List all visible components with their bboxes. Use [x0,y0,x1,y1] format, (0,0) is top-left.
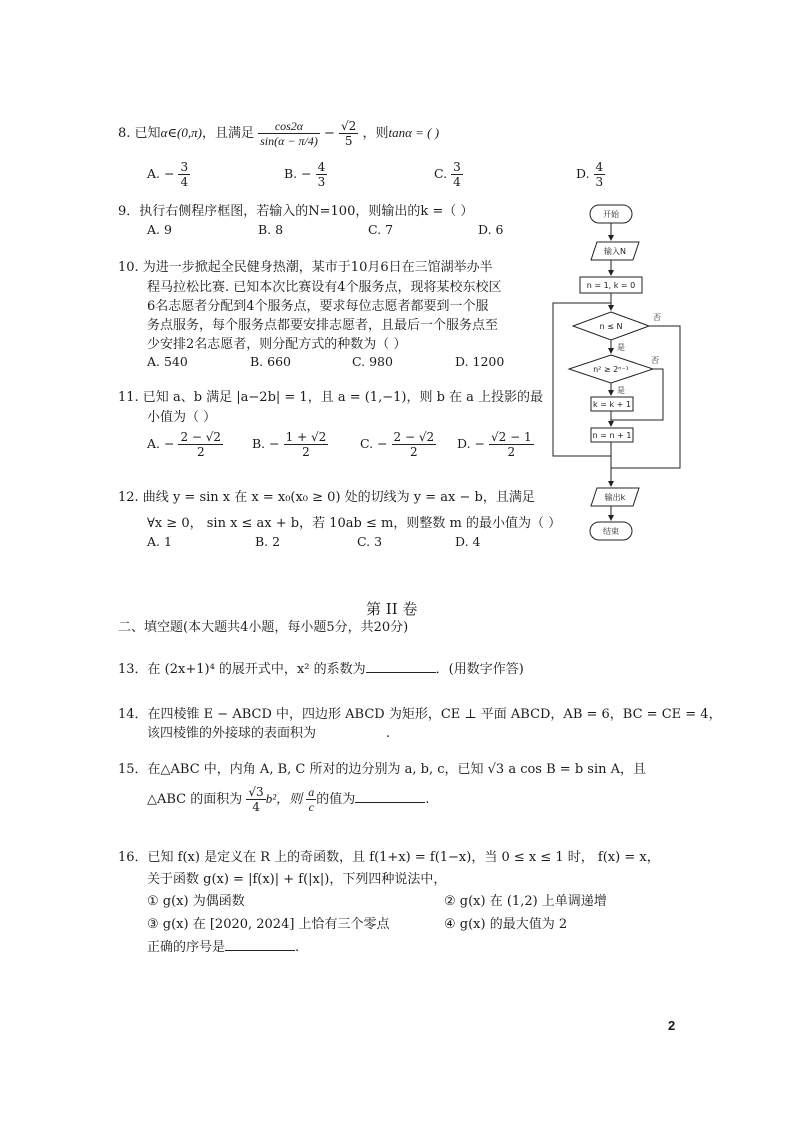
q8-option-a-sign: − [164,166,175,181]
question-10-line-3: 6名志愿者分配到4个服务点，要求每位志愿者都要到一个服 [147,299,489,314]
q15-area-post: b²，则 [265,791,303,806]
q15-line2-pre: △ABC 的面积为 [147,792,243,807]
flowchart-start-label: 开始 [603,210,619,219]
question-11-line-1: 11. 已知 a、b 满足 |a−2b| = 1，且 a = (1,−1)，则 b 在 a 上投影的最 [118,390,544,405]
q12-option-d: D. 4 [455,534,481,549]
q8-post: ，则 [362,126,389,141]
q14-blank[interactable] [316,724,386,737]
q10-option-b: B. 660 [250,354,291,369]
flowchart-inc-k-label: k = k + 1 [593,400,631,409]
q13-pre: 13．在 (2x+1)⁴ 的展开式中， [118,662,297,677]
q14-line2-text: 该四棱锥的外接球的表面积为 [147,726,317,741]
q9-option-c: C. 7 [368,222,394,237]
q9-option-d: D. 6 [478,222,504,237]
flowchart-yes1-label: 是 [617,343,625,352]
q8-option-a [147,160,190,189]
q16-answer-line [147,938,299,957]
q10-option-c: C. 980 [352,354,393,369]
flowchart-cond2-label: n² ≥ 2ⁿ⁻¹ [593,365,629,374]
q12-option-b: B. 2 [255,534,281,549]
q11-option-d-label: D. [457,436,471,451]
q11-option-a-sign: − [164,436,175,451]
flowchart [545,198,695,548]
question-14-line-1: 14．在四棱锥 E − ABCD 中，四边形 ABCD 为矩形，CE ⊥ 平面 ABCD，AB = 6，BC = CE = 4， [118,707,722,722]
flowchart-cond1-label: n ≤ N [599,322,623,331]
q16-statement-4: ④ g(x) 的最大值为 2 [444,917,568,932]
question-10-line-2: 程马拉松比赛. 已知本次比赛设有4个服务点，现将某校东校区 [147,280,502,295]
q8-minus: − [323,126,335,141]
section-2-header: 二、填空题(本大题共4小题，每小题5分，共20分) [118,620,409,635]
q11-option-c-label: C. [360,436,374,451]
question-12-line-2: ∀x ≥ 0， sin x ≤ ax + b，若 10ab ≤ m，则整数 m 的最小值为（ ） [147,516,562,531]
q15-area-num: √3 [248,785,264,799]
q13-mid: x² 的系数为 [296,662,366,677]
q10-option-a: A. 540 [147,354,188,369]
q8-option-b-sign: − [301,166,312,181]
question-12-line-1: 12. 曲线 y = sin x 在 x = x₀(x₀ ≥ 0) 处的切线为 y = ax − b，且满足 [118,490,535,505]
question-15-line-2 [147,782,429,816]
question-10-line-5: 少安排2名志愿者，则分配方式的种数为（ ） [147,337,407,352]
q10-option-d: D. 1200 [455,354,505,369]
q12-option-a: A. 1 [147,534,172,549]
q11-option-a-label: A. [147,436,161,451]
question-11-line-2: 小值为（ ） [147,410,217,425]
q8-option-d-num: 4 [595,160,604,174]
q16-statement-3: ③ g(x) 在 [2020, 2024] 上恰有三个零点 [147,917,390,932]
q8-rhs-numerator: √2 [341,119,357,133]
q11-option-d-den: 2 [507,445,516,459]
question-9: 9．执行右侧程序框图，若输入的N=100，则输出的k =（ ） [118,204,474,219]
q13-post: ．(用数字作答) [435,662,524,677]
q15-ratio-num: a [308,785,315,799]
q8-option-c [434,160,463,189]
q8-frac-denominator: sin(α − π/4) [260,134,318,148]
q11-option-b-label: B. [252,436,266,451]
q8-main-fraction [258,119,320,148]
q8-number: 8. [118,126,131,141]
q15-line2-post: 的值为 [316,792,356,807]
q8-option-d-den: 3 [595,175,604,189]
q15-end: . [425,792,430,807]
flowchart-init-label: n = 1, k = 0 [586,281,636,290]
q11-option-b-den: 2 [302,445,310,459]
section-2-title: 第 II 卷 [366,600,418,618]
question-10-line-1: 10. 为进一步掀起全民健身热潮，某市于10月6日在三馆湖举办半 [118,260,493,275]
q8-option-c-den: 4 [453,175,461,189]
q11-option-a [147,430,223,459]
q9-option-a: A. 9 [147,222,172,237]
q11-option-d-sign: − [474,436,486,451]
q11-option-b [252,430,328,459]
q11-option-d-num: √2 − 1 [491,430,532,444]
q15-area-den: 4 [252,800,260,814]
q11-option-a-den: 2 [196,445,205,459]
q8-option-d-label: D. [576,166,590,181]
q8-option-a-label: A. [147,166,161,181]
q16-blank[interactable] [225,938,295,951]
q11-option-c-den: 2 [410,445,418,459]
q8-option-d [576,160,605,189]
q16-statement-2: ② g(x) 在 (1,2) 上单调递增 [444,894,607,909]
q11-option-c [360,430,436,459]
flowchart-yes2-label: 是 [617,386,625,395]
question-16-line-1: 16．已知 f(x) 是定义在 R 上的奇函数，且 f(1+x) = f(1−x)，当 0 ≤ x ≤ 1 时， f(x) = x， [118,850,660,865]
q8-option-c-num: 3 [453,160,461,174]
q8-condition: α∈(0,π) [160,125,202,140]
q16-statement-1: ① g(x) 为偶函数 [147,894,245,909]
flowchart-no1-label: 否 [653,313,661,322]
question-14-line-2 [147,724,390,743]
q13-blank[interactable] [366,660,436,673]
q8-mid: ，且满足 [201,126,254,141]
q11-option-c-sign: − [377,436,388,451]
question-15-line-1: 15．在△ABC 中，内角 A, B, C 所对的边分别为 a, b, c，已知 √3 a cos B = b sin A，且 [118,762,646,777]
q8-option-a-num: 3 [180,160,189,174]
q15-ratio-fraction [306,785,316,814]
q16-answer-label: 正确的序号是 [147,940,226,955]
flowchart-output-label: 输出k [604,493,626,502]
q15-blank[interactable] [355,790,425,803]
flowchart-end-label: 结束 [603,527,619,536]
question-16-line-2: 关于函数 g(x) = |f(x)| + f(|x|)，下列四种说法中， [147,872,447,887]
question-10-line-4: 务点服务，每个服务点都要安排志愿者，且最后一个服务点至 [147,318,499,333]
q15-area-fraction [246,785,265,814]
question-13 [118,660,524,679]
q11-option-b-sign: − [269,436,280,451]
q8-frac-numerator: cos2α [258,119,320,134]
q11-option-b-num: 1 + √2 [285,430,327,444]
q11-option-a-num: 2 − √2 [180,430,222,444]
q8-option-b [284,160,327,189]
q16-end: . [295,940,300,955]
q8-pre: 已知 [134,126,161,141]
q8-option-a-den: 4 [180,175,189,189]
q8-option-b-den: 3 [317,175,326,189]
q8-option-b-num: 4 [317,160,326,174]
q9-option-b: B. 8 [258,222,284,237]
q11-option-c-num: 2 − √2 [393,430,435,444]
q8-option-c-label: C. [434,166,448,181]
q11-option-d [457,430,534,459]
flowchart-inc-n-label: n = n + 1 [592,431,632,440]
question-8 [118,108,439,158]
q8-rhs-denominator: 5 [344,134,353,148]
q8-option-b-label: B. [284,166,298,181]
q15-ratio-den: c [308,800,314,814]
flowchart-input-label: 输入N [604,247,626,256]
q14-end: . [386,726,391,741]
q8-ask: tanα = ( ) [388,125,440,140]
flowchart-no2-label: 否 [651,356,659,365]
q12-option-c: C. 3 [357,534,383,549]
q8-rhs-fraction [339,119,358,148]
page-number: 2 [668,1018,676,1033]
